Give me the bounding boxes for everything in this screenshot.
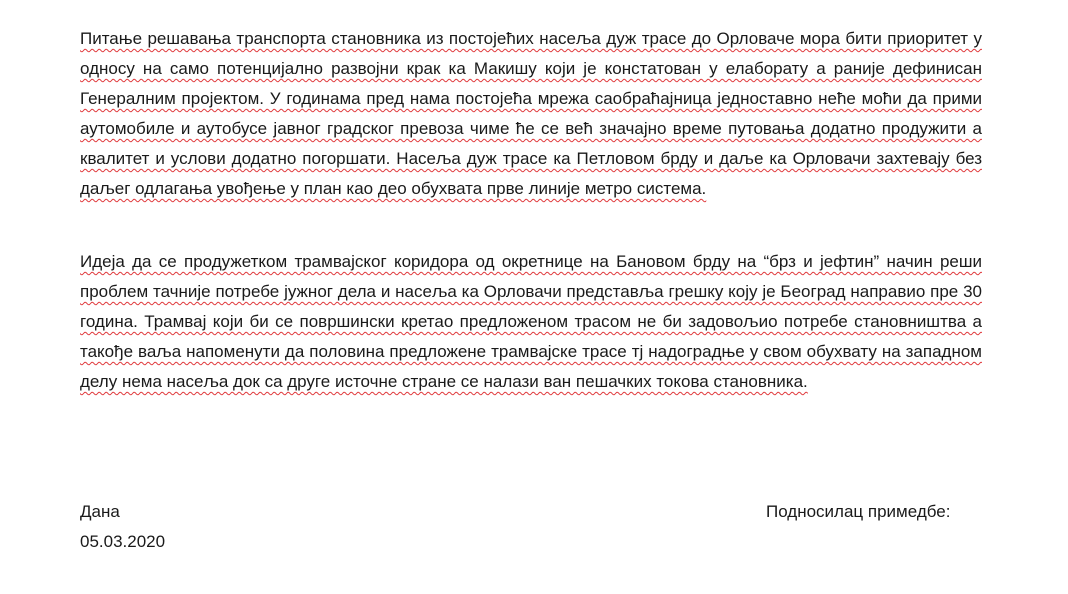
paragraph-text: Идеја да се продужетком трамвајског коридора од окретнице на Бановом брду на “брз и јефтин” начин реши проблем тачније потребе јужног дела и насеља ка Орловачи представља грешку коју је Београд направио пре 30 година. Трамвај који би се површински кретао предложеном трасом не би задовољио потребе становништва а такође ваља напоменути да половина предложене трамвајске трасе тј надоградње у свом обухвату на западном делу нема насеља док са друге источне стране се налази ван пешачких токова становника.: [80, 252, 982, 391]
paragraph-text: Питање решавања транспорта становника из постојећих насеља дуж трасе до Орловаче мора бити приоритет у односу на само потенцијално развојни крак ка Макишу који је констатован у елаборату а раније дефинисан Генералним пројектом. У годинама пред нама постојећа мрежа саобраћајница једноставно неће моћи да прими аутомобиле и аутобусе јавног градског превоза чиме ће се већ значајно време путовања додатно продужити а квалитет и услови додатно погоршати. Насеља дуж трасе ка Петловом брду и даље ка Орловачи захтевају без даљег одлагања увођење у план као део обухвата прве линије метро система.: [80, 29, 982, 198]
paragraph-transport-priority: [80, 24, 982, 204]
date-value: 05.03.2020: [80, 532, 166, 551]
paragraph-tram-corridor: [80, 247, 982, 397]
submitter-label: Подносилац примедбе:: [766, 502, 951, 521]
date-label: Дана: [80, 502, 120, 521]
